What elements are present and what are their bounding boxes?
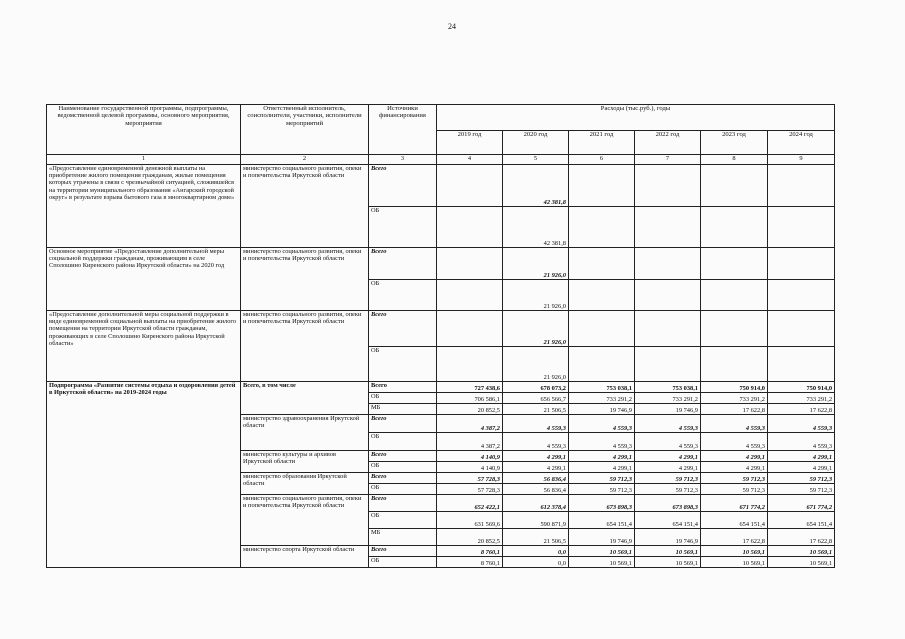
table-row [47,165,835,207]
value-cell [635,280,701,311]
value-cell [701,280,768,311]
column-number: 3 [369,155,437,165]
value-cell: 4 559,3 [768,415,835,433]
value-cell: 17 622,8 [768,529,835,546]
value-cell: 590 871,9 [503,512,569,529]
value-cell: 59 712,3 [635,473,701,484]
header-name: Наименование государственной программы, подпрограммы, ведомственной целевой программы, основного мероприятия, мероприятия [47,105,241,155]
value-cell [768,347,835,382]
value-cell: 4 299,1 [503,462,569,473]
value-cell: 654 151,4 [701,512,768,529]
value-cell: 4 559,3 [768,433,835,451]
value-cell: 4 299,1 [701,462,768,473]
value-cell: 4 559,3 [701,433,768,451]
value-cell: 19 746,9 [569,404,635,415]
value-cell: 673 898,3 [635,495,701,512]
row-executor: министерство социального развития, опеки и попечительства Иркутской области [241,165,369,248]
row-source: ОБ [369,280,437,311]
column-number: 2 [241,155,369,165]
value-cell: 673 898,3 [569,495,635,512]
value-cell: 4 559,3 [635,433,701,451]
value-cell: 4 299,1 [768,451,835,462]
value-cell: 21 926,0 [503,280,569,311]
row-source: Всего [369,165,437,207]
header-executor: Ответственный исполнитель, соисполнители, участники, исполнители мероприятий [241,105,369,155]
value-cell: 4 559,3 [503,433,569,451]
row-source: МБ [369,529,437,546]
value-cell: 59 712,3 [701,473,768,484]
value-cell: 42 381,8 [503,207,569,248]
value-cell: 733 291,2 [635,393,701,404]
value-cell: 10 569,1 [768,546,835,557]
column-number: 6 [569,155,635,165]
value-cell [701,311,768,347]
value-cell: 654 151,4 [768,512,835,529]
header-year: 2023 год [701,131,768,155]
value-cell: 10 569,1 [635,557,701,568]
row-executor: министерство спорта Иркутской области [241,546,369,568]
value-cell: 10 569,1 [569,546,635,557]
value-cell [437,207,503,248]
value-cell: 631 569,6 [437,512,503,529]
value-cell [437,311,503,347]
value-cell: 4 299,1 [569,451,635,462]
value-cell: 59 712,3 [569,473,635,484]
value-cell: 0,0 [503,546,569,557]
row-source: Всего [369,248,437,280]
value-cell: 17 622,8 [701,529,768,546]
value-cell: 21 506,5 [503,404,569,415]
value-cell: 753 038,1 [635,382,701,393]
value-cell: 4 559,3 [503,415,569,433]
column-number: 7 [635,155,701,165]
row-executor: министерство социального развития, опеки и попечительства Иркутской области [241,311,369,382]
value-cell [569,311,635,347]
row-name: «Предоставление единовременной денежной выплаты на приобретение жилого помещения гражданам, жилые помещения которых утрачены в связи с чрезвычайной ситуацией, сложившейся на территории муниципального образования «Ангарский городской округ» в результате взрыва бытового газа в многоквартирном доме» [47,165,241,248]
value-cell: 727 438,6 [437,382,503,393]
header-year: 2021 год [569,131,635,155]
value-cell [768,207,835,248]
value-cell: 656 566,7 [503,393,569,404]
value-cell: 753 038,1 [569,382,635,393]
row-source: МБ [369,404,437,415]
column-number: 5 [503,155,569,165]
value-cell [768,165,835,207]
value-cell: 671 774,2 [768,495,835,512]
row-source: ОБ [369,512,437,529]
value-cell: 10 569,1 [569,557,635,568]
value-cell: 57 728,3 [437,484,503,495]
value-cell: 4 299,1 [503,451,569,462]
row-source: Всего [369,473,437,484]
column-number: 1 [47,155,241,165]
row-source: ОБ [369,462,437,473]
value-cell: 654 151,4 [635,512,701,529]
row-executor: министерство социального развития, опеки и попечительства Иркутской области [241,248,369,311]
row-name: Подпрограмма «Развитие системы отдыха и оздоровления детей в Иркутской области» на 2019-2024 годы [47,382,241,568]
value-cell: 4 140,9 [437,451,503,462]
value-cell: 733 291,2 [768,393,835,404]
value-cell: 21 506,5 [503,529,569,546]
row-executor: Всего, в том числе [241,382,369,415]
value-cell: 4 559,3 [569,415,635,433]
header-year: 2022 год [635,131,701,155]
value-cell: 59 712,3 [768,473,835,484]
value-cell: 19 746,9 [569,529,635,546]
row-source: ОБ [369,347,437,382]
budget-table [46,104,835,568]
value-cell: 4 140,9 [437,462,503,473]
value-cell: 56 836,4 [503,473,569,484]
row-source: ОБ [369,393,437,404]
value-cell: 19 746,9 [635,529,701,546]
value-cell: 733 291,2 [569,393,635,404]
row-source: ОБ [369,484,437,495]
row-source: Всего [369,546,437,557]
value-cell [635,311,701,347]
value-cell: 8 760,1 [437,546,503,557]
value-cell: 4 387,2 [437,415,503,433]
value-cell: 678 073,2 [503,382,569,393]
row-source: ОБ [369,207,437,248]
value-cell [437,280,503,311]
value-cell: 57 728,3 [437,473,503,484]
row-executor: министерство образования Иркутской области [241,473,369,495]
row-source: Всего [369,382,437,393]
row-source: Всего [369,311,437,347]
value-cell: 4 559,3 [635,415,701,433]
value-cell [569,347,635,382]
row-source: Всего [369,415,437,433]
row-source: ОБ [369,433,437,451]
value-cell [768,248,835,280]
value-cell: 59 712,3 [635,484,701,495]
value-cell: 10 569,1 [701,557,768,568]
value-cell [635,347,701,382]
value-cell [569,165,635,207]
column-number: 4 [437,155,503,165]
row-name: Основное мероприятие «Предоставление дополнительной меры социальной поддержки гражданам, проживающим в селе Сполошино Киренского района Иркутской области» на 2020 год [47,248,241,311]
value-cell: 21 926,0 [503,311,569,347]
value-cell [701,165,768,207]
value-cell: 706 586,1 [437,393,503,404]
value-cell: 10 569,1 [768,557,835,568]
table-row [47,311,835,347]
value-cell: 4 299,1 [635,451,701,462]
table-row [47,248,835,280]
value-cell: 20 852,5 [437,529,503,546]
value-cell: 750 914,0 [768,382,835,393]
page-number: 24 [448,22,456,31]
value-cell: 4 559,3 [569,433,635,451]
row-executor: министерство здравоохранения Иркутской области [241,415,369,451]
row-source: ОБ [369,557,437,568]
value-cell: 4 299,1 [768,462,835,473]
value-cell: 654 151,4 [569,512,635,529]
value-cell: 17 622,8 [701,404,768,415]
value-cell: 4 299,1 [569,462,635,473]
value-cell [437,248,503,280]
value-cell: 10 569,1 [701,546,768,557]
value-cell: 20 852,5 [437,404,503,415]
header-year: 2019 год [437,131,503,155]
value-cell [569,280,635,311]
value-cell [635,165,701,207]
header-year: 2020 год [503,131,569,155]
column-number: 8 [701,155,768,165]
value-cell [569,248,635,280]
value-cell [768,311,835,347]
row-source: Всего [369,451,437,462]
table-row [47,382,835,393]
row-executor: министерство социального развития, опеки и попечительства Иркутской области [241,495,369,546]
value-cell: 17 622,8 [768,404,835,415]
value-cell [701,207,768,248]
row-name: «Предоставление дополнительной меры социальной поддержки в виде единовременной социальной выплаты на приобретение жилого помещения на территории Иркутской области гражданам, проживающих в селе Сполошино Киренского района Иркутской области» [47,311,241,382]
header-year: 2024 год [768,131,835,155]
value-cell: 750 914,0 [701,382,768,393]
value-cell: 21 926,0 [503,347,569,382]
value-cell [768,280,835,311]
value-cell: 652 422,1 [437,495,503,512]
value-cell: 733 291,2 [701,393,768,404]
value-cell: 0,0 [503,557,569,568]
value-cell [635,207,701,248]
value-cell: 42 381,8 [503,165,569,207]
header-source: Источники финансирования [369,105,437,155]
value-cell: 4 559,3 [701,415,768,433]
value-cell: 4 299,1 [635,462,701,473]
value-cell: 59 712,3 [569,484,635,495]
value-cell: 59 712,3 [701,484,768,495]
value-cell: 8 760,1 [437,557,503,568]
value-cell: 4 299,1 [701,451,768,462]
row-source: Всего [369,495,437,512]
value-cell [569,207,635,248]
value-cell: 612 378,4 [503,495,569,512]
value-cell [701,347,768,382]
header-expenses: Расходы (тыс.руб.), годы [437,105,835,131]
value-cell [437,165,503,207]
value-cell: 671 774,2 [701,495,768,512]
value-cell: 19 746,9 [635,404,701,415]
value-cell: 10 569,1 [635,546,701,557]
value-cell [701,248,768,280]
value-cell [635,248,701,280]
row-executor: министерство культуры и архивов Иркутской области [241,451,369,473]
value-cell: 59 712,3 [768,484,835,495]
value-cell [437,347,503,382]
value-cell: 4 387,2 [437,433,503,451]
column-number: 9 [768,155,835,165]
value-cell: 21 926,0 [503,248,569,280]
value-cell: 56 836,4 [503,484,569,495]
